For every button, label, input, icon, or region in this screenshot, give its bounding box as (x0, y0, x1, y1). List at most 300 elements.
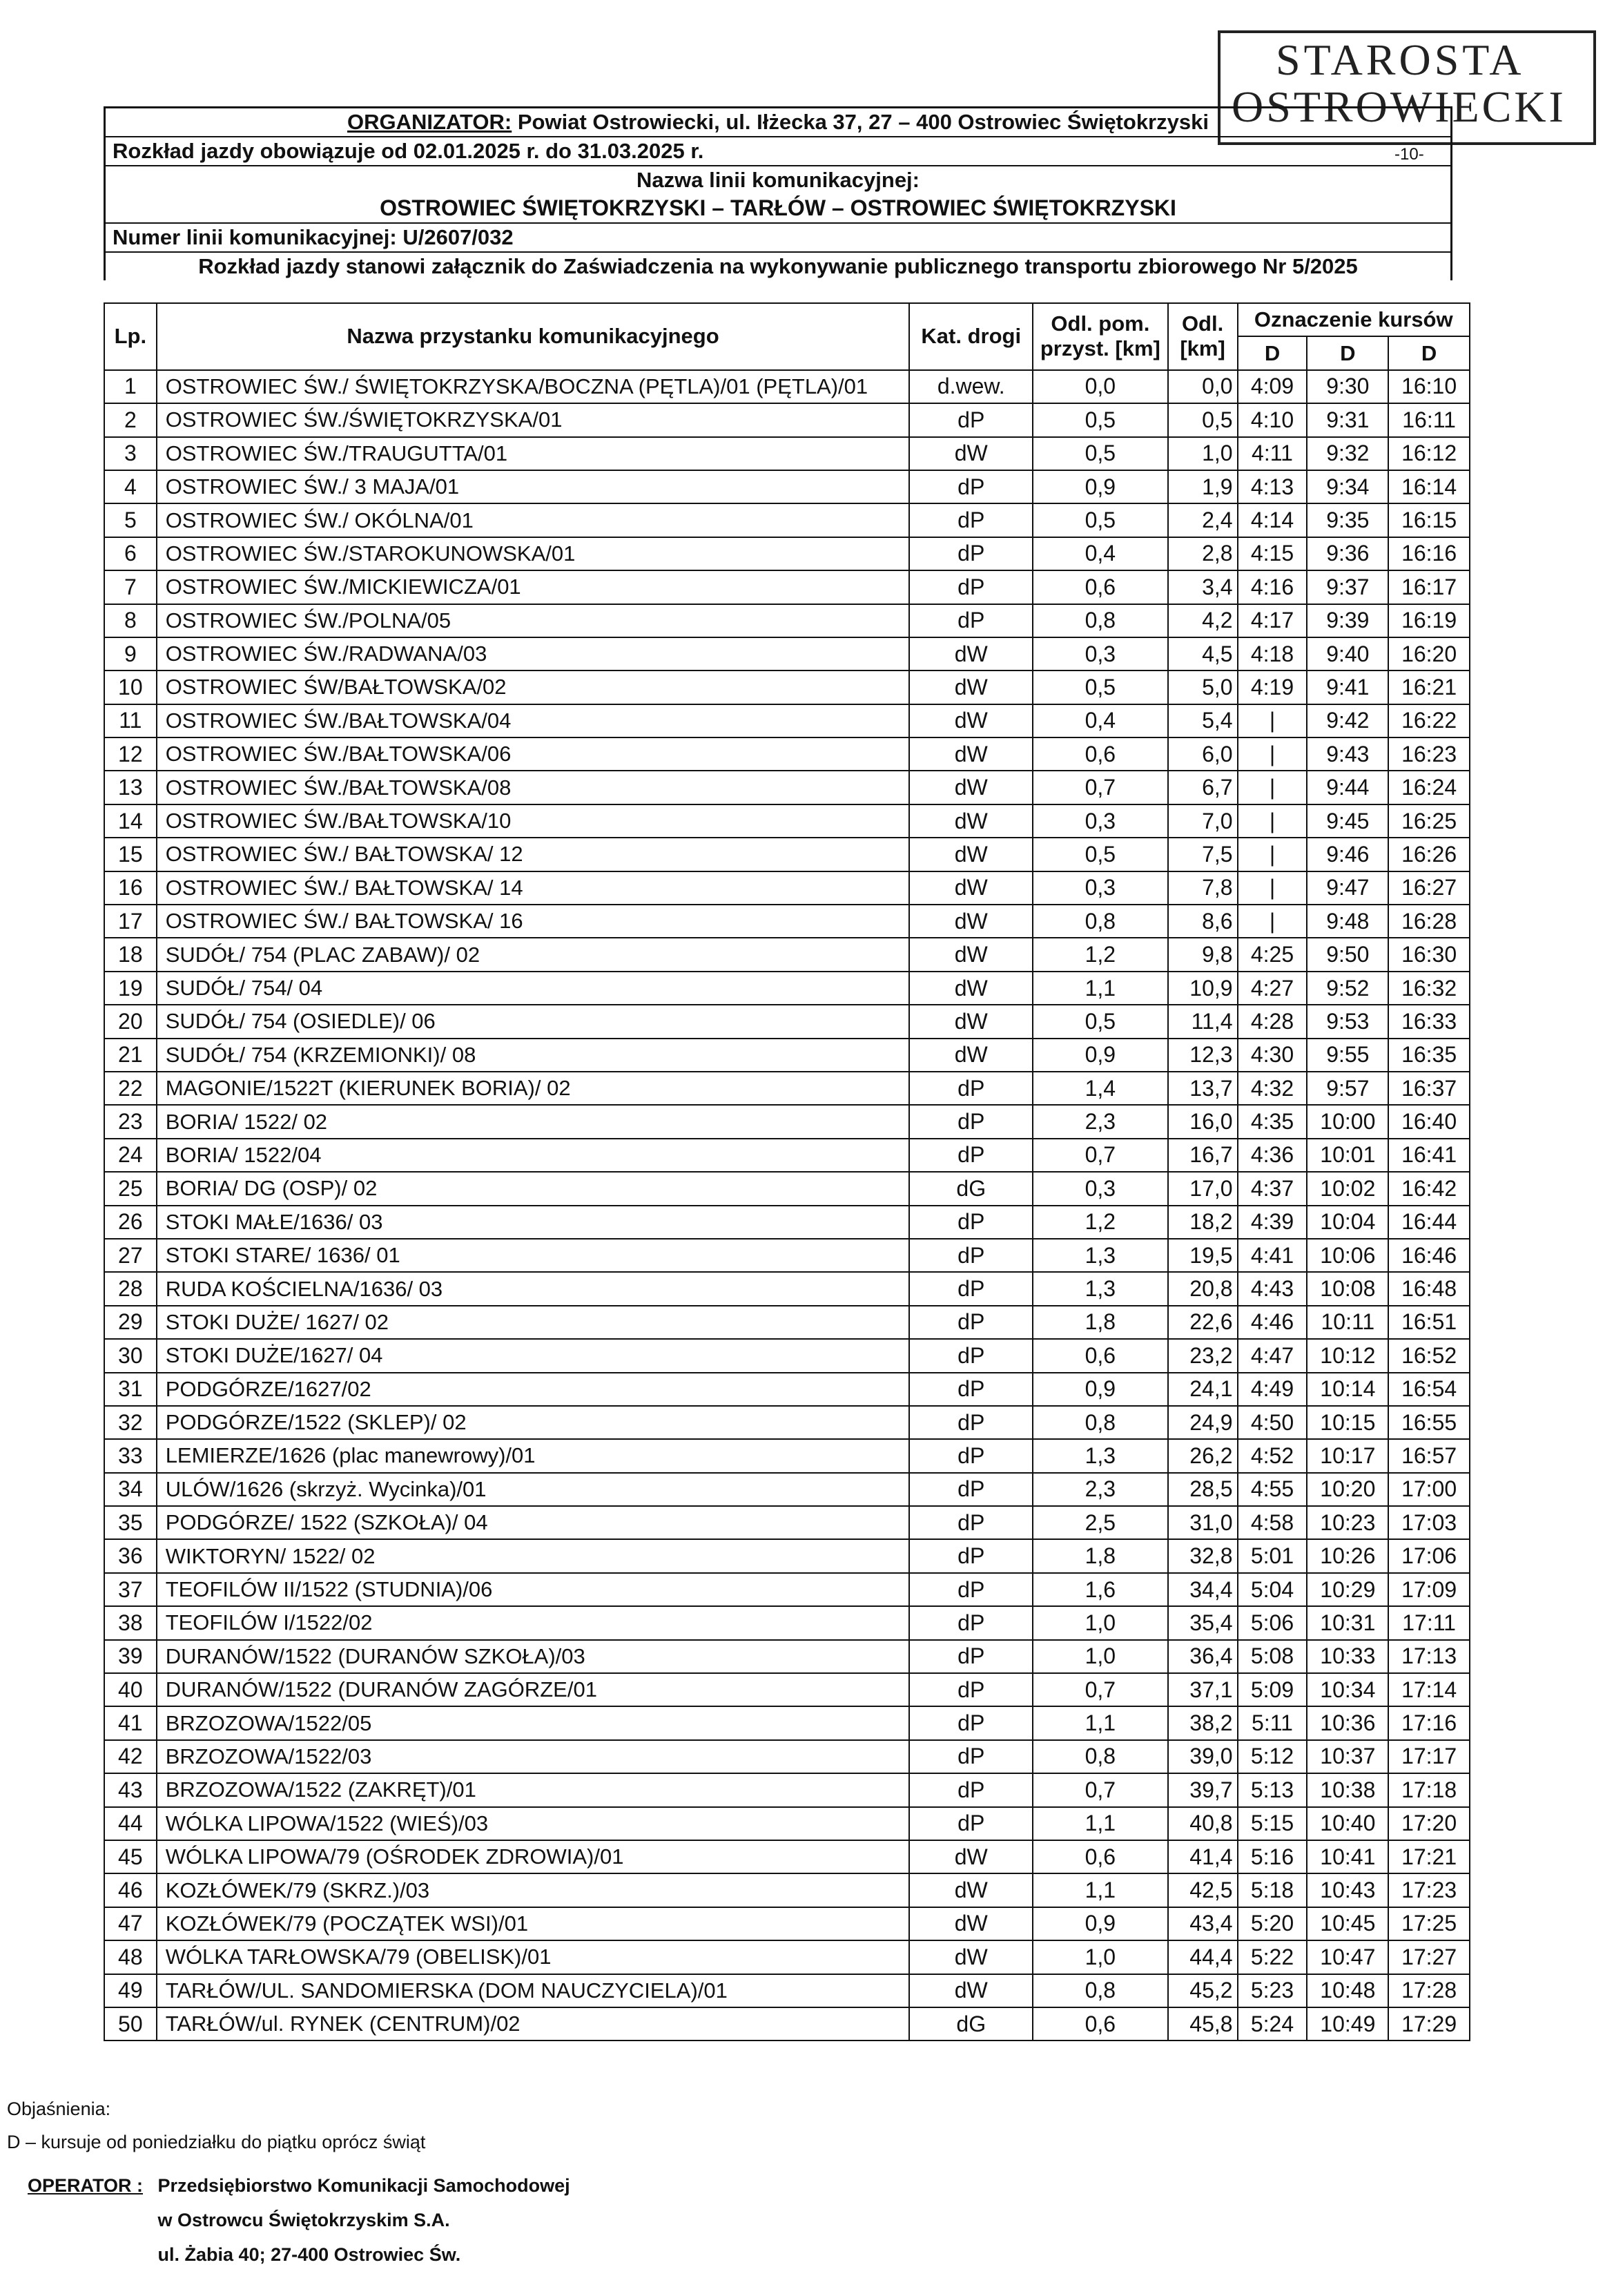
cell-lp: 43 (104, 1773, 157, 1806)
cell-stop-name: SUDÓŁ/ 754 (KRZEMIONKI)/ 08 (157, 1039, 910, 1072)
cell-stop-name: WÓLKA LIPOWA/1522 (WIEŚ)/03 (157, 1807, 910, 1840)
cell-run-1: 5:23 (1238, 1974, 1307, 2007)
cell-distance-total: 4,2 (1168, 604, 1238, 637)
cell-distance-total: 1,0 (1168, 437, 1238, 470)
cell-run-2: 10:01 (1307, 1139, 1388, 1172)
cell-distance-between: 1,4 (1033, 1072, 1168, 1105)
cell-run-3: 17:14 (1388, 1673, 1470, 1706)
cell-stop-name: OSTROWIEC ŚW./ BAŁTOWSKA/ 12 (157, 838, 910, 871)
cell-distance-between: 0,6 (1033, 737, 1168, 771)
cell-run-1: | (1238, 804, 1307, 838)
cell-distance-between: 1,8 (1033, 1306, 1168, 1339)
table-row (104, 403, 1470, 436)
cell-run-3: 16:55 (1388, 1406, 1470, 1439)
table-row (104, 1606, 1470, 1639)
table-row (104, 804, 1470, 838)
cell-run-2: 9:31 (1307, 403, 1388, 436)
cell-stop-name: OSTROWIEC ŚW./TRAUGUTTA/01 (157, 437, 910, 470)
cell-distance-between: 0,5 (1033, 1005, 1168, 1038)
cell-run-1: 4:30 (1238, 1039, 1307, 1072)
cell-stop-name: OSTROWIEC ŚW./RADWANA/03 (157, 637, 910, 671)
cell-run-2: 9:45 (1307, 804, 1388, 838)
cell-lp: 27 (104, 1239, 157, 1272)
cell-stop-name: WIKTORYN/ 1522/ 02 (157, 1539, 910, 1572)
cell-lp: 17 (104, 905, 157, 938)
cell-distance-total: 19,5 (1168, 1239, 1238, 1272)
cell-road-category: dP (909, 1539, 1033, 1572)
cell-distance-between: 0,9 (1033, 1907, 1168, 1940)
cell-distance-between: 1,0 (1033, 1640, 1168, 1673)
cell-road-category: dW (909, 972, 1033, 1005)
cell-distance-total: 6,0 (1168, 737, 1238, 771)
cell-lp: 3 (104, 437, 157, 470)
cell-run-3: 16:25 (1388, 804, 1470, 838)
cell-lp: 6 (104, 537, 157, 570)
cell-road-category: dP (909, 1673, 1033, 1706)
cell-run-2: 10:00 (1307, 1105, 1388, 1138)
col-distance-total: Odl. [km] (1168, 303, 1238, 370)
cell-road-category: dP (909, 1373, 1033, 1406)
cell-run-1: 4:55 (1238, 1473, 1307, 1506)
table-row (104, 470, 1470, 503)
table-row (104, 671, 1470, 704)
cell-lp: 46 (104, 1873, 157, 1907)
line-number: Numer linii komunikacyjnej: U/2607/032 (106, 224, 1450, 253)
operator-lines (158, 2168, 570, 2272)
table-row (104, 537, 1470, 570)
cell-distance-between: 0,8 (1033, 1740, 1168, 1773)
cell-lp: 31 (104, 1373, 157, 1406)
cell-lp: 7 (104, 570, 157, 604)
cell-run-3: 17:00 (1388, 1473, 1470, 1506)
cell-distance-between: 2,3 (1033, 1473, 1168, 1506)
table-row (104, 1005, 1470, 1038)
cell-lp: 16 (104, 871, 157, 905)
table-row (104, 2007, 1470, 2041)
table-row (104, 1573, 1470, 1606)
cell-road-category: dW (909, 905, 1033, 938)
cell-road-category: dW (909, 1039, 1033, 1072)
cell-stop-name: WÓLKA TARŁOWSKA/79 (OBELISK)/01 (157, 1940, 910, 1974)
cell-run-1: 4:43 (1238, 1272, 1307, 1305)
cell-lp: 38 (104, 1606, 157, 1639)
cell-distance-total: 36,4 (1168, 1640, 1238, 1673)
cell-run-1: 4:50 (1238, 1406, 1307, 1439)
table-row (104, 1272, 1470, 1305)
cell-run-2: 10:02 (1307, 1172, 1388, 1205)
cell-run-1: | (1238, 905, 1307, 938)
cell-distance-between: 0,7 (1033, 771, 1168, 804)
table-row (104, 737, 1470, 771)
cell-road-category: dW (909, 871, 1033, 905)
cell-distance-total: 1,9 (1168, 470, 1238, 503)
cell-run-2: 10:26 (1307, 1539, 1388, 1572)
stamp-line-2: OSTROWIECKI (1232, 82, 1566, 131)
cell-distance-between: 1,1 (1033, 1807, 1168, 1840)
cell-distance-between: 0,9 (1033, 470, 1168, 503)
cell-stop-name: KOZŁÓWEK/79 (POCZĄTEK WSI)/01 (157, 1907, 910, 1940)
cell-distance-total: 24,1 (1168, 1373, 1238, 1406)
table-row (104, 1105, 1470, 1138)
cell-run-1: 4:14 (1238, 503, 1307, 537)
cell-distance-between: 0,0 (1033, 370, 1168, 403)
cell-road-category: dW (909, 671, 1033, 704)
cell-run-3: 17:27 (1388, 1940, 1470, 1974)
cell-distance-between: 1,6 (1033, 1573, 1168, 1606)
cell-lp: 22 (104, 1072, 157, 1105)
cell-lp: 1 (104, 370, 157, 403)
cell-run-1: 4:15 (1238, 537, 1307, 570)
organizer-label: ORGANIZATOR: (347, 110, 512, 134)
cell-road-category: dW (909, 938, 1033, 971)
cell-run-2: 9:34 (1307, 470, 1388, 503)
operator-line-1: Przedsiębiorstwo Komunikacji Samochodowej (157, 2175, 570, 2196)
table-row (104, 1740, 1470, 1773)
cell-run-2: 10:47 (1307, 1940, 1388, 1974)
cell-run-3: 16:35 (1388, 1039, 1470, 1072)
cell-stop-name: BRZOZOWA/1522/03 (157, 1740, 910, 1773)
cell-distance-total: 43,4 (1168, 1907, 1238, 1940)
cell-distance-total: 37,1 (1168, 1673, 1238, 1706)
cell-distance-total: 6,7 (1168, 771, 1238, 804)
col-stop-name: Nazwa przystanku komunikacyjnego (157, 303, 910, 370)
cell-lp: 50 (104, 2007, 157, 2041)
cell-run-3: 17:17 (1388, 1740, 1470, 1773)
cell-lp: 28 (104, 1272, 157, 1305)
cell-stop-name: PODGÓRZE/1627/02 (157, 1373, 910, 1406)
cell-run-1: 4:19 (1238, 671, 1307, 704)
table-row (104, 437, 1470, 470)
cell-lp: 26 (104, 1206, 157, 1239)
cell-distance-between: 2,5 (1033, 1506, 1168, 1539)
cell-distance-between: 1,3 (1033, 1439, 1168, 1472)
table-row (104, 604, 1470, 637)
cell-distance-total: 17,0 (1168, 1172, 1238, 1205)
cell-distance-total: 0,0 (1168, 370, 1238, 403)
cell-run-3: 16:17 (1388, 570, 1470, 604)
cell-distance-total: 31,0 (1168, 1506, 1238, 1539)
table-row (104, 1239, 1470, 1272)
cell-run-3: 17:11 (1388, 1606, 1470, 1639)
cell-run-2: 10:08 (1307, 1272, 1388, 1305)
cell-stop-name: OSTROWIEC ŚW./BAŁTOWSKA/06 (157, 737, 910, 771)
cell-run-3: 16:40 (1388, 1105, 1470, 1138)
legend-text: D – kursuje od poniedziałku do piątku oprócz świąt (7, 2132, 426, 2152)
cell-lp: 34 (104, 1473, 157, 1506)
cell-distance-between: 0,3 (1033, 637, 1168, 671)
cell-run-2: 10:06 (1307, 1239, 1388, 1272)
cell-run-2: 9:52 (1307, 972, 1388, 1005)
cell-distance-between: 0,4 (1033, 537, 1168, 570)
cell-road-category: dP (909, 1506, 1033, 1539)
cell-run-1: 5:16 (1238, 1840, 1307, 1873)
cell-run-1: 4:58 (1238, 1506, 1307, 1539)
cell-run-2: 9:41 (1307, 671, 1388, 704)
cell-run-1: 4:39 (1238, 1206, 1307, 1239)
cell-run-3: 16:20 (1388, 637, 1470, 671)
cell-run-2: 10:17 (1307, 1439, 1388, 1472)
table-row (104, 1039, 1470, 1072)
cell-run-1: 4:28 (1238, 1005, 1307, 1038)
cell-stop-name: OSTROWIEC ŚW./BAŁTOWSKA/10 (157, 804, 910, 838)
table-row (104, 1539, 1470, 1572)
cell-run-1: 5:24 (1238, 2007, 1307, 2041)
table-row (104, 905, 1470, 938)
table-row (104, 637, 1470, 671)
col-run-3: D (1388, 336, 1470, 369)
cell-road-category: dP (909, 1773, 1033, 1806)
cell-run-2: 10:34 (1307, 1673, 1388, 1706)
cell-run-2: 10:33 (1307, 1640, 1388, 1673)
cell-road-category: dP (909, 1139, 1033, 1172)
cell-run-2: 10:23 (1307, 1506, 1388, 1539)
cell-run-1: 5:12 (1238, 1740, 1307, 1773)
cell-road-category: dG (909, 2007, 1033, 2041)
cell-run-3: 17:29 (1388, 2007, 1470, 2041)
cell-run-3: 16:14 (1388, 470, 1470, 503)
cell-run-3: 17:03 (1388, 1506, 1470, 1539)
cell-run-2: 9:37 (1307, 570, 1388, 604)
cell-run-2: 10:40 (1307, 1807, 1388, 1840)
cell-stop-name: OSTROWIEC ŚW./ BAŁTOWSKA/ 14 (157, 871, 910, 905)
table-row (104, 1473, 1470, 1506)
cell-stop-name: KOZŁÓWEK/79 (SKRZ.)/03 (157, 1873, 910, 1907)
cell-run-2: 10:31 (1307, 1606, 1388, 1639)
legend-title: Objaśnienia: (7, 2099, 111, 2119)
cell-road-category: dW (909, 804, 1033, 838)
cell-distance-total: 26,2 (1168, 1439, 1238, 1472)
cell-distance-total: 41,4 (1168, 1840, 1238, 1873)
cell-distance-total: 18,2 (1168, 1206, 1238, 1239)
cell-run-1: 5:22 (1238, 1940, 1307, 1974)
cell-lp: 47 (104, 1907, 157, 1940)
cell-run-1: 4:18 (1238, 637, 1307, 671)
cell-distance-total: 42,5 (1168, 1873, 1238, 1907)
cell-distance-between: 1,2 (1033, 1206, 1168, 1239)
cell-run-1: 5:11 (1238, 1706, 1307, 1739)
cell-run-1: 4:25 (1238, 938, 1307, 971)
cell-run-3: 16:15 (1388, 503, 1470, 537)
cell-run-3: 16:44 (1388, 1206, 1470, 1239)
cell-run-2: 9:36 (1307, 537, 1388, 570)
table-row (104, 1339, 1470, 1372)
cell-stop-name: BORIA/ DG (OSP)/ 02 (157, 1172, 910, 1205)
cell-run-3: 16:22 (1388, 704, 1470, 737)
cell-distance-between: 0,4 (1033, 704, 1168, 737)
cell-run-1: 5:20 (1238, 1907, 1307, 1940)
col-road-category: Kat. drogi (909, 303, 1033, 370)
cell-distance-total: 38,2 (1168, 1706, 1238, 1739)
cell-stop-name: STOKI MAŁE/1636/ 03 (157, 1206, 910, 1239)
cell-distance-total: 39,7 (1168, 1773, 1238, 1806)
cell-stop-name: BORIA/ 1522/ 02 (157, 1105, 910, 1138)
cell-road-category: dP (909, 1473, 1033, 1506)
cell-distance-between: 0,5 (1033, 503, 1168, 537)
cell-distance-between: 1,1 (1033, 1706, 1168, 1739)
cell-distance-between: 1,0 (1033, 1940, 1168, 1974)
cell-distance-total: 13,7 (1168, 1072, 1238, 1105)
cell-distance-between: 1,2 (1033, 938, 1168, 971)
cell-lp: 36 (104, 1539, 157, 1572)
cell-stop-name: SUDÓŁ/ 754 (PLAC ZABAW)/ 02 (157, 938, 910, 971)
cell-run-1: 4:27 (1238, 972, 1307, 1005)
cell-road-category: d.wew. (909, 370, 1033, 403)
cell-road-category: dP (909, 1706, 1033, 1739)
schedule-header (104, 106, 1452, 280)
cell-run-1: | (1238, 838, 1307, 871)
cell-distance-between: 1,3 (1033, 1272, 1168, 1305)
timetable (104, 302, 1470, 2041)
table-row (104, 938, 1470, 971)
cell-road-category: dP (909, 1339, 1033, 1372)
cell-distance-total: 10,9 (1168, 972, 1238, 1005)
cell-run-3: 16:11 (1388, 403, 1470, 436)
cell-road-category: dP (909, 1740, 1033, 1773)
cell-run-3: 16:51 (1388, 1306, 1470, 1339)
table-row (104, 1706, 1470, 1739)
cell-stop-name: PODGÓRZE/1522 (SKLEP)/ 02 (157, 1406, 910, 1439)
cell-road-category: dP (909, 1606, 1033, 1639)
cell-run-1: 5:18 (1238, 1873, 1307, 1907)
table-row (104, 1907, 1470, 1940)
cell-run-2: 9:39 (1307, 604, 1388, 637)
cell-distance-between: 1,0 (1033, 1606, 1168, 1639)
table-row (104, 1640, 1470, 1673)
cell-distance-total: 2,4 (1168, 503, 1238, 537)
cell-stop-name: OSTROWIEC ŚW./STAROKUNOWSKA/01 (157, 537, 910, 570)
cell-lp: 21 (104, 1039, 157, 1072)
cell-run-1: 4:41 (1238, 1239, 1307, 1272)
table-row (104, 1406, 1470, 1439)
table-row (104, 1172, 1470, 1205)
cell-distance-total: 45,8 (1168, 2007, 1238, 2041)
table-row (104, 1673, 1470, 1706)
cell-run-3: 17:21 (1388, 1840, 1470, 1873)
table-row (104, 1974, 1470, 2007)
cell-distance-total: 20,8 (1168, 1272, 1238, 1305)
table-row (104, 771, 1470, 804)
cell-run-3: 16:33 (1388, 1005, 1470, 1038)
cell-run-2: 9:47 (1307, 871, 1388, 905)
cell-run-1: 5:04 (1238, 1573, 1307, 1606)
cell-lp: 48 (104, 1940, 157, 1974)
cell-run-3: 17:28 (1388, 1974, 1470, 2007)
cell-road-category: dP (909, 1272, 1033, 1305)
cell-road-category: dP (909, 1239, 1033, 1272)
cell-stop-name: DURANÓW/1522 (DURANÓW ZAGÓRZE/01 (157, 1673, 910, 1706)
cell-run-3: 16:46 (1388, 1239, 1470, 1272)
cell-lp: 30 (104, 1339, 157, 1372)
table-row (104, 1940, 1470, 1974)
cell-distance-between: 1,1 (1033, 1873, 1168, 1907)
cell-lp: 40 (104, 1673, 157, 1706)
table-row (104, 838, 1470, 871)
cell-road-category: dW (909, 771, 1033, 804)
cell-stop-name: OSTROWIEC ŚW./BAŁTOWSKA/08 (157, 771, 910, 804)
cell-distance-total: 34,4 (1168, 1573, 1238, 1606)
operator-block (28, 2168, 570, 2272)
cell-road-category: dP (909, 537, 1033, 570)
cell-distance-total: 12,3 (1168, 1039, 1238, 1072)
cell-run-3: 17:25 (1388, 1907, 1470, 1940)
cell-run-3: 16:54 (1388, 1373, 1470, 1406)
cell-road-category: dW (909, 1940, 1033, 1974)
cell-run-1: 4:47 (1238, 1339, 1307, 1372)
cell-run-1: | (1238, 737, 1307, 771)
cell-distance-total: 5,0 (1168, 671, 1238, 704)
cell-run-3: 16:57 (1388, 1439, 1470, 1472)
cell-lp: 37 (104, 1573, 157, 1606)
cell-stop-name: BRZOZOWA/1522 (ZAKRĘT)/01 (157, 1773, 910, 1806)
cell-run-1: 5:08 (1238, 1640, 1307, 1673)
attachment-note: Rozkład jazdy stanowi załącznik do Zaświadczenia na wykonywanie publicznego transportu zbiorowego Nr 5/2025 (198, 254, 1358, 278)
cell-distance-total: 24,9 (1168, 1406, 1238, 1439)
cell-stop-name: OSTROWIEC ŚW/BAŁTOWSKA/02 (157, 671, 910, 704)
cell-run-1: 5:09 (1238, 1673, 1307, 1706)
cell-distance-between: 0,6 (1033, 1339, 1168, 1372)
cell-distance-total: 45,2 (1168, 1974, 1238, 2007)
cell-run-2: 10:11 (1307, 1306, 1388, 1339)
cell-run-3: 16:37 (1388, 1072, 1470, 1105)
cell-distance-total: 35,4 (1168, 1606, 1238, 1639)
cell-run-3: 16:48 (1388, 1272, 1470, 1305)
cell-distance-total: 28,5 (1168, 1473, 1238, 1506)
cell-lp: 14 (104, 804, 157, 838)
cell-lp: 8 (104, 604, 157, 637)
cell-run-1: 4:17 (1238, 604, 1307, 637)
table-row (104, 1072, 1470, 1105)
cell-run-1: 4:16 (1238, 570, 1307, 604)
cell-lp: 35 (104, 1506, 157, 1539)
page-number: -10- (1394, 145, 1424, 164)
cell-run-2: 10:04 (1307, 1206, 1388, 1239)
cell-lp: 25 (104, 1172, 157, 1205)
cell-stop-name: OSTROWIEC ŚW./BAŁTOWSKA/04 (157, 704, 910, 737)
cell-stop-name: RUDA KOŚCIELNA/1636/ 03 (157, 1272, 910, 1305)
table-row (104, 1773, 1470, 1806)
table-row (104, 704, 1470, 737)
cell-run-3: 17:16 (1388, 1706, 1470, 1739)
cell-run-1: 4:09 (1238, 370, 1307, 403)
validity-row: Rozkład jazdy obowiązuje od 02.01.2025 r. do 31.03.2025 r. (106, 137, 1450, 166)
cell-lp: 41 (104, 1706, 157, 1739)
cell-distance-between: 0,5 (1033, 671, 1168, 704)
cell-run-2: 10:45 (1307, 1907, 1388, 1940)
cell-road-category: dP (909, 570, 1033, 604)
cell-road-category: dW (909, 637, 1033, 671)
cell-distance-between: 2,3 (1033, 1105, 1168, 1138)
cell-road-category: dW (909, 704, 1033, 737)
cell-distance-between: 0,3 (1033, 804, 1168, 838)
cell-lp: 12 (104, 737, 157, 771)
cell-lp: 39 (104, 1640, 157, 1673)
cell-road-category: dP (909, 1640, 1033, 1673)
cell-stop-name: OSTROWIEC ŚW./ 3 MAJA/01 (157, 470, 910, 503)
table-row (104, 1439, 1470, 1472)
organizer-row (106, 108, 1450, 137)
cell-distance-total: 3,4 (1168, 570, 1238, 604)
cell-run-2: 10:48 (1307, 1974, 1388, 2007)
cell-run-2: 9:30 (1307, 370, 1388, 403)
cell-stop-name: TARŁÓW/UL. SANDOMIERSKA (DOM NAUCZYCIELA)/01 (157, 1974, 910, 2007)
cell-distance-between: 0,5 (1033, 437, 1168, 470)
operator-label: OPERATOR : (28, 2175, 144, 2196)
organizer-text: Powiat Ostrowiecki, ul. Iłżecka 37, 27 – 400 Ostrowiec Świętokrzyski (517, 110, 1209, 134)
cell-run-2: 10:20 (1307, 1473, 1388, 1506)
cell-road-category: dP (909, 1105, 1033, 1138)
cell-stop-name: BORIA/ 1522/04 (157, 1139, 910, 1172)
cell-lp: 10 (104, 671, 157, 704)
